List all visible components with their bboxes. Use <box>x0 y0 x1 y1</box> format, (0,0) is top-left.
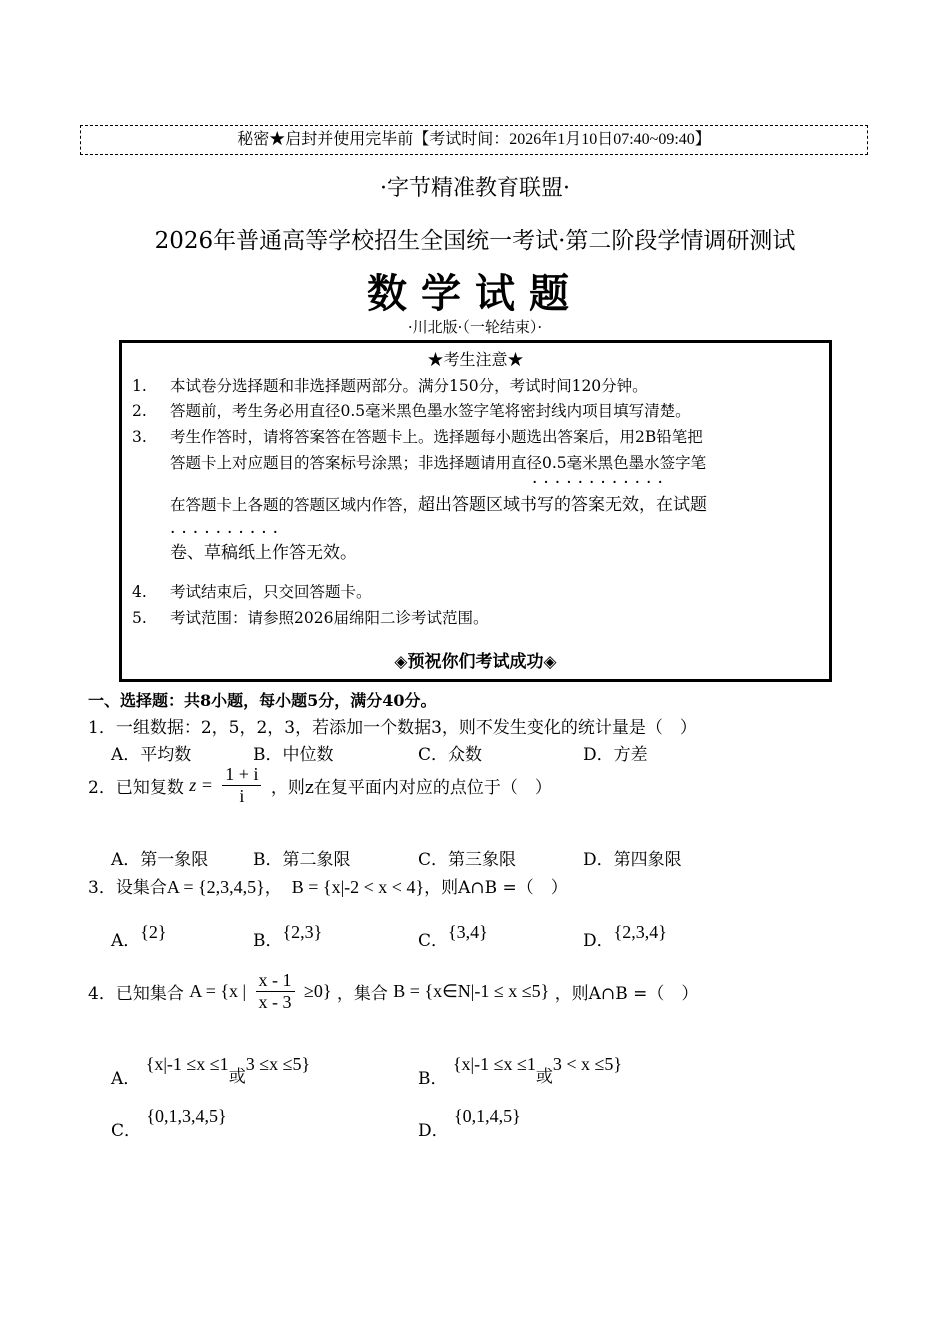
notice-item-text: 考试范围：请参照2026届绵阳二诊考试范围。 <box>170 609 489 627</box>
notice-title: ★考生注意★ <box>427 350 524 369</box>
option-label: A． <box>111 1069 141 1089</box>
confidential-banner: 秘密★启封并使用完毕前【考试时间：2026年1月10日07:40~09:40】 <box>80 125 868 155</box>
fraction-numerator: x - 1 <box>256 970 295 992</box>
exam-title: 2026年普通高等学校招生全国统一考试·第二阶段学情调研测试 <box>154 228 796 254</box>
notice-item-text: 答题前，考生务必用直径0.5毫米黑色墨水签字笔将密封线内项目填写清楚。 <box>170 402 691 420</box>
subject-title: 数学试题 <box>367 271 583 317</box>
option-value: {2,3} <box>282 922 323 942</box>
notice-item-number: 3. <box>132 428 147 446</box>
fraction-denominator: x - 3 <box>258 992 292 1012</box>
option-value: {0,1,4,5} <box>454 1106 521 1126</box>
edition-label: ·川北版·（一轮结束）· <box>407 318 543 336</box>
alliance-name: ·字节精准教育联盟· <box>380 176 570 201</box>
question-1-option-c: C．众数 <box>418 745 483 765</box>
notice-item-line: 考生作答时，请将答案答在答题卡上。选择题每小题选出答案后，用2B铅笔把 <box>170 428 703 446</box>
question-4-prefix: 4．已知集合 <box>88 984 184 1004</box>
option-label: D． <box>418 1121 449 1141</box>
section-heading: 一、选择题：共8小题，每小题5分，满分40分。 <box>88 691 437 710</box>
question-4-option-c <box>111 1102 227 1141</box>
question-3-option-b <box>253 922 323 951</box>
question-2-stem <box>88 764 552 807</box>
notice-emphasis-text: 超出答题区域书写的答案无效，在试题 <box>418 495 708 515</box>
set-b: B = {x∈N|-1 ≤ x ≤5} <box>393 981 550 1001</box>
option-value: {x|-1 ≤x ≤1 <box>452 1054 536 1074</box>
question-2-option-d: D．第四象限 <box>583 850 682 870</box>
fraction <box>256 970 295 1013</box>
emphasis-dots: ·········· <box>170 523 285 543</box>
option-label: C． <box>418 931 449 951</box>
option-label: D． <box>583 931 614 951</box>
set-a-right: ≥0} <box>303 981 332 1001</box>
notice-box <box>119 340 832 682</box>
option-label: C． <box>111 1121 142 1141</box>
fraction-denominator: i <box>239 786 245 806</box>
notice-item-text: 本试卷分选择题和非选择题两部分。满分150分，考试时间120分钟。 <box>170 377 648 395</box>
question-3-comma: ， <box>264 878 282 898</box>
question-1-stem: 1．一组数据：2，5，2，3，若添加一个数据3，则不发生变化的统计量是（ ） <box>88 718 697 738</box>
set-a: A = {2,3,4,5} <box>166 877 265 897</box>
fraction-numerator: 1 + i <box>222 764 261 786</box>
question-4-suffix: ，则A∩B =（ ） <box>554 984 699 1004</box>
notice-emphasis-text: 卷、草稿纸上作答无效。 <box>170 543 357 563</box>
option-value: {0,1,3,4,5} <box>146 1106 227 1126</box>
question-2-option-c: C．第三象限 <box>418 850 517 870</box>
question-3-stem <box>88 873 568 898</box>
question-4-option-a <box>111 1050 311 1089</box>
emphasis-dots: ············ <box>532 473 669 493</box>
question-3-option-d <box>583 922 667 951</box>
question-4-middle: ，集合 <box>336 984 388 1004</box>
question-4-stem <box>88 970 698 1013</box>
option-value: {2} <box>140 922 167 942</box>
notice-item-number: 5. <box>132 609 147 627</box>
notice-item-line <box>170 494 835 516</box>
complex-variable: z = <box>189 775 213 795</box>
notice-item-text: 考试结束后，只交回答题卡。 <box>170 583 372 601</box>
good-luck-message: ◈预祝你们考试成功◈ <box>394 652 557 672</box>
question-2-suffix: ，则z在复平面内对应的点位于（ ） <box>270 778 552 798</box>
question-2-option-a: A．第一象限 <box>111 850 209 870</box>
notice-item-number: 4. <box>132 583 147 601</box>
option-value: {x|-1 ≤x ≤1 <box>145 1054 229 1074</box>
notice-item-line: 答题卡上对应题目的答案标号涂黑；非选择题请用直径0.5毫米黑色墨水签字笔 <box>170 454 707 472</box>
notice-item-number: 2. <box>132 402 147 420</box>
question-2-prefix: 2．已知复数 <box>88 778 184 798</box>
question-2-option-b: B．第二象限 <box>253 850 351 870</box>
option-label: A． <box>111 931 141 951</box>
question-1-option-a: A．平均数 <box>111 745 192 765</box>
question-1-option-d: D．方差 <box>583 745 648 765</box>
question-1-option-b: B．中位数 <box>253 745 334 765</box>
option-label: B． <box>253 931 283 951</box>
option-value: {3,4} <box>448 922 488 942</box>
set-b: B = {x|-2 < x < 4} <box>291 877 425 897</box>
notice-item-number: 1. <box>132 377 147 395</box>
set-a-left: A = {x | <box>189 981 247 1001</box>
option-or: 或 <box>535 1067 553 1087</box>
question-3-option-a <box>111 922 167 951</box>
fraction <box>222 764 261 807</box>
notice-plain-text: 在答题卡上各题的答题区域内作答， <box>170 496 419 514</box>
question-3-option-c <box>418 922 488 951</box>
option-or: 或 <box>228 1067 246 1087</box>
option-label: B． <box>418 1069 448 1089</box>
question-3-suffix: ，则A∩B =（ ） <box>424 878 568 898</box>
option-value: 3 ≤x ≤5} <box>245 1054 311 1074</box>
question-3-prefix: 3．设集合 <box>88 878 167 898</box>
option-value: 3 < x ≤5} <box>552 1054 623 1074</box>
option-value: {2,3,4} <box>613 922 667 942</box>
question-4-option-d <box>418 1102 521 1141</box>
question-4-option-b <box>418 1050 623 1089</box>
